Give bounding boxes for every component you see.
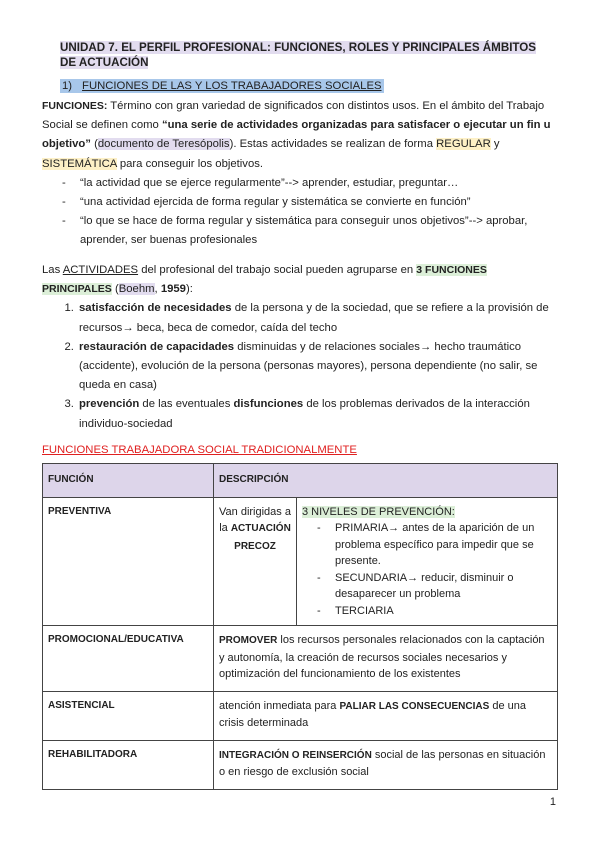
cell-description: INTEGRACIÓN O REINSERCIÓN social de las personas en situación o en riesgo de exclusión social [214, 740, 558, 789]
list-item: - SECUNDARIA→ reducir, disminuir o desaparecer un problema [317, 570, 552, 603]
definition-list [42, 174, 558, 251]
table-header-row [43, 464, 558, 498]
cell-description: PROMOVER los recursos personales relacionados con la captación y autonomía, la creación de recursos sociales necesarios y optimización del funcionamiento de los existentes [214, 626, 558, 692]
activities-paragraph: Las ACTIVIDADES del profesional del trabajo social pueden agruparse en 3 FUNCIONES PRINCIPALES (Boehm, 1959): 1. satisfacción de necesidades de la persona y de la sociedad, que se refiere a la provisión de recursos→ beca, beca de comedor, caída del techo 2. restauración de capacidades disminuidas y de relaciones sociales→ hecho traumático (accidente), evolución de la persona (personas mayores), persona dependiente (no salir, se queda en casa) 3. prevención de las eventuales disfunciones de los problemas derivados de la interacción individuo-sociedad [42, 261, 558, 434]
page-number: 1 [549, 796, 556, 808]
functions-table [42, 463, 558, 790]
list-item: - “lo que se hace de forma regular y sistemática para conseguir unos objetivos”--> aprobar, aprender, ser buenas profesionales [62, 212, 558, 250]
page-title: UNIDAD 7. EL PERFIL PROFESIONAL: FUNCIONES, ROLES Y PRINCIPALES ÁMBITOS DE ACTUACIÓN [60, 41, 537, 69]
list-item: - “una actividad ejercida de forma regular y sistemática se convierte en función” [62, 193, 558, 212]
table-row [43, 691, 558, 740]
list-item: - PRIMARIA→ antes de la aparición de un problema específico para impedir que se presente. [317, 520, 552, 570]
cell-label: REHABILITADORA [43, 740, 214, 789]
list-item: 1. satisfacción de necesidades de la persona y de la sociedad, que se refiere a la provisión de recursos→ beca, beca de comedor, caída del techo [77, 299, 558, 337]
header-descripcion: DESCRIPCIÓN [214, 464, 558, 498]
cell-label: PROMOCIONAL/EDUCATIVA [43, 626, 214, 692]
table-row [43, 497, 558, 626]
cell-label: PREVENTIVA [43, 497, 214, 626]
header-funcion: FUNCIÓN [43, 464, 214, 498]
functions-list [42, 299, 558, 433]
list-item: 3. prevención de las eventuales disfunciones de los problemas derivados de la interacción individuo-sociedad [77, 395, 558, 433]
intro-paragraph: FUNCIONES: Término con gran variedad de significados con distintos usos. En el ámbito del Trabajo Social se definen como “una serie de actividades organizadas para satisfacer o ejecutar un fin u objetivo” (documento de Teresópolis). Estas actividades se realizan de forma REGULAR y SISTEMÁTICA para conseguir los objetivos. - “la actividad que se ejerce regularmente”--> aprender, estudiar, preguntar… - “una actividad ejercida de forma regular y sistemática se convierte en función” - “lo que se hace de forma regular y sistemática para conseguir unos objetivos”--> aprobar, aprender, ser buenas profesionales [42, 97, 558, 251]
section-heading: 1) FUNCIONES DE LAS Y LOS TRABAJADORES SOCIALES [62, 80, 382, 92]
cell-label: ASISTENCIAL [43, 691, 214, 740]
list-item: 2. restauración de capacidades disminuidas y de relaciones sociales→ hecho traumático (accidente), evolución de la persona (personas mayores), persona dependiente (no salir, se queda en casa) [77, 338, 558, 396]
list-item: - TERCIARIA [317, 603, 552, 620]
table-row [43, 626, 558, 692]
cell-description: Van dirigidas a la ACTUACIÓN PRECOZ 3 NIVELES DE PREVENCIÓN: - PRIMARIA→ antes de la aparición de un problema específico para impedir que se presente. - SECUNDARIA→ reducir, disminuir o desaparecer un problema - TERCIARIA [214, 497, 558, 626]
list-item: - “la actividad que se ejerce regularmente”--> aprender, estudiar, preguntar… [62, 174, 558, 193]
table-row [43, 740, 558, 789]
table-heading: FUNCIONES TRABAJADORA SOCIAL TRADICIONALMENTE [42, 444, 357, 456]
cell-description: atención inmediata para PALIAR LAS CONSECUENCIAS de una crisis determinada [214, 691, 558, 740]
